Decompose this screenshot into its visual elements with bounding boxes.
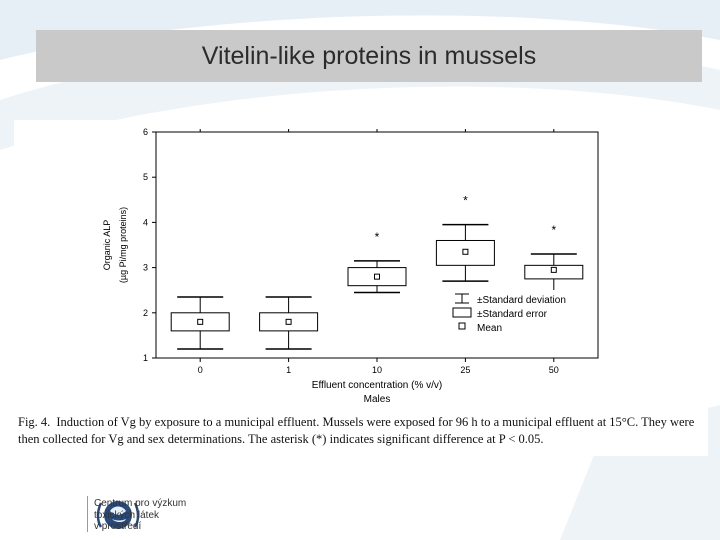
mean-marker-1 [286,319,291,324]
logo-divider [87,496,88,532]
slide-title: Vitelin-like proteins in mussels [201,41,537,70]
y-tick-label-5: 6 [142,127,148,137]
y-tick-label-1: 2 [142,307,148,318]
logo-line-1: Centrum pro výzkum [94,498,187,509]
chart-subtitle: Males [363,394,391,405]
mean-marker-3 [463,249,468,254]
significance-asterisk-4: * [551,223,557,238]
significance-asterisk-2: * [374,229,380,244]
legend-label-1: ±Standard error [477,309,547,320]
caption-label: Fig. 4. [18,415,51,429]
significance-asterisk-3: * [463,193,468,208]
figure-caption [18,414,704,448]
x-axis-label: Effluent concentration (% v/v) [311,380,443,391]
figure [14,120,708,456]
caption-text: Induction of Vg by exposure to a municipal effluent. Mussels were exposed for 96 h to a municipal effluent at 15°C. They were then collected for Vg and sex determinations. The asterisk (*) indicates significant difference at P < 0.05. [18,415,695,446]
title-bar [36,30,702,82]
logo-text [94,498,186,533]
y-tick-label-0: 1 [142,353,148,363]
legend-label-0: ±Standard deviation [477,295,566,306]
x-tick-label-1: 1 [286,365,292,375]
y-axis-units: (µg Pi/mg proteins) [118,206,128,284]
logo-line-2: toxických látek [94,509,160,521]
mean-marker-2 [375,274,380,279]
y-tick-label-3: 4 [142,217,148,228]
mean-marker-0 [198,319,203,324]
y-tick-label-2: 3 [142,262,148,273]
y-tick-label-4: 5 [142,172,148,183]
x-tick-label-4: 50 [548,365,559,375]
legend-label-2: Mean [477,323,503,334]
mean-marker-4 [551,267,556,272]
legend-se-symbol [453,308,471,317]
x-tick-label-2: 10 [371,365,383,375]
y-axis-label: Organic ALP [102,219,112,271]
x-tick-label-3: 25 [460,365,471,375]
legend-mean-symbol [459,323,465,329]
logo-line-3: v prostředí [94,521,142,532]
x-tick-label-0: 0 [197,365,203,375]
boxplot-chart [14,120,708,410]
